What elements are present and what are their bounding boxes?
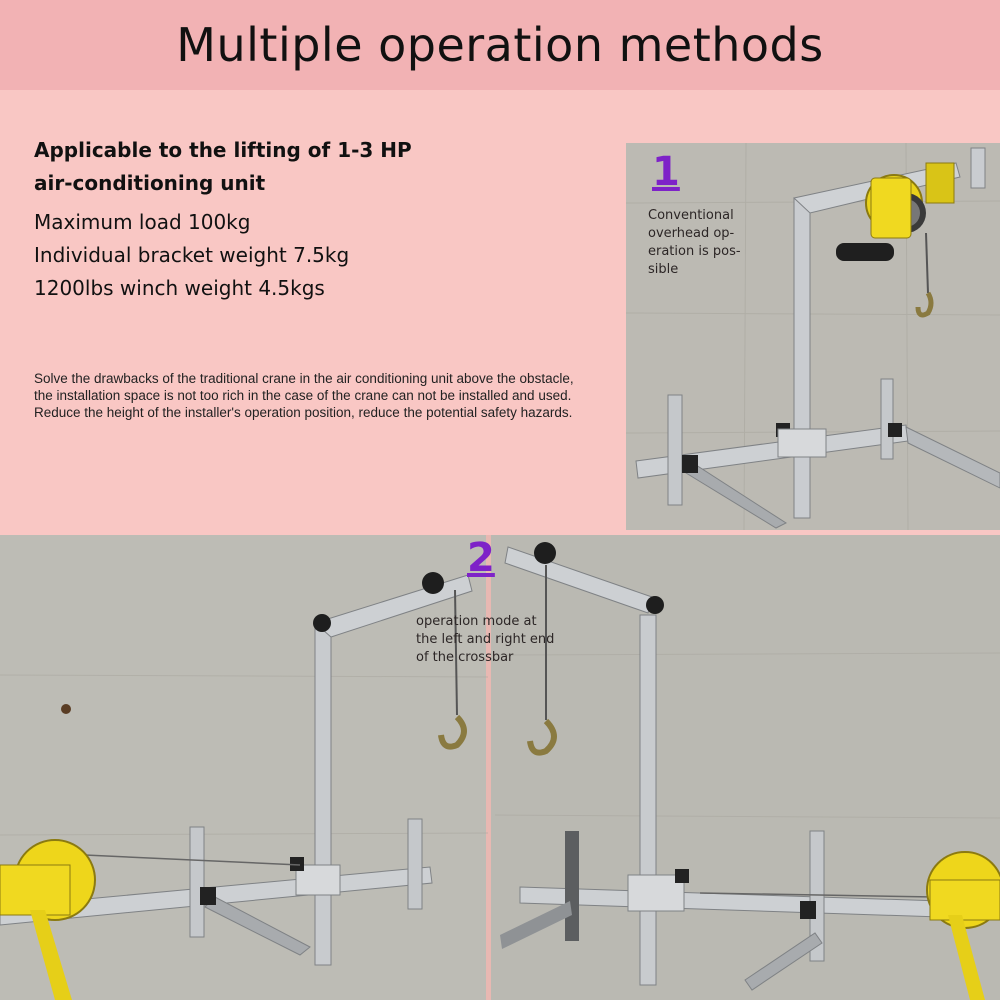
photo1-caption-line-4: sible (648, 262, 679, 277)
spec-headline-1: Applicable to the lifting of 1-3 HP (34, 138, 412, 162)
description (34, 370, 574, 421)
spec-bracket-weight: Individual bracket weight 7.5kg (34, 243, 350, 267)
spec-headline-2: air-conditioning unit (34, 171, 266, 195)
crane-illustration-2 (0, 535, 1000, 1000)
photo-overhead-operation (626, 143, 1000, 530)
photo1-caption-line-3: eration is pos- (648, 244, 741, 259)
photo2-caption-line-1: operation mode at (416, 614, 537, 629)
spec-max-load: Maximum load 100kg (34, 210, 251, 234)
crane-illustration-1 (626, 143, 1000, 530)
method-number-1: 1 (652, 149, 680, 195)
photo-crossbar-operation (0, 535, 1000, 1000)
photo2-caption-line-2: the left and right end (416, 632, 555, 647)
photo2-caption-line-3: of the crossbar (416, 650, 514, 665)
photo1-caption (648, 207, 741, 279)
spec-winch-weight: 1200lbs winch weight 4.5kgs (34, 276, 325, 300)
photo2-caption (416, 613, 554, 667)
description-paragraph-2: Reduce the height of the installer's operation position, reduce the potential safety hazards. (34, 405, 573, 420)
spec-list (34, 134, 604, 305)
photo1-caption-line-1: Conventional (648, 208, 734, 223)
photo1-caption-line-2: overhead op- (648, 226, 735, 241)
page-title: Multiple operation methods (176, 18, 824, 72)
method-number-2: 2 (467, 535, 495, 581)
description-paragraph-1: Solve the drawbacks of the traditional crane in the air conditioning unit above the obstacle, the installation space is not too rich in the case of the crane can not be installed and used. (34, 371, 574, 403)
title-banner (0, 0, 1000, 90)
